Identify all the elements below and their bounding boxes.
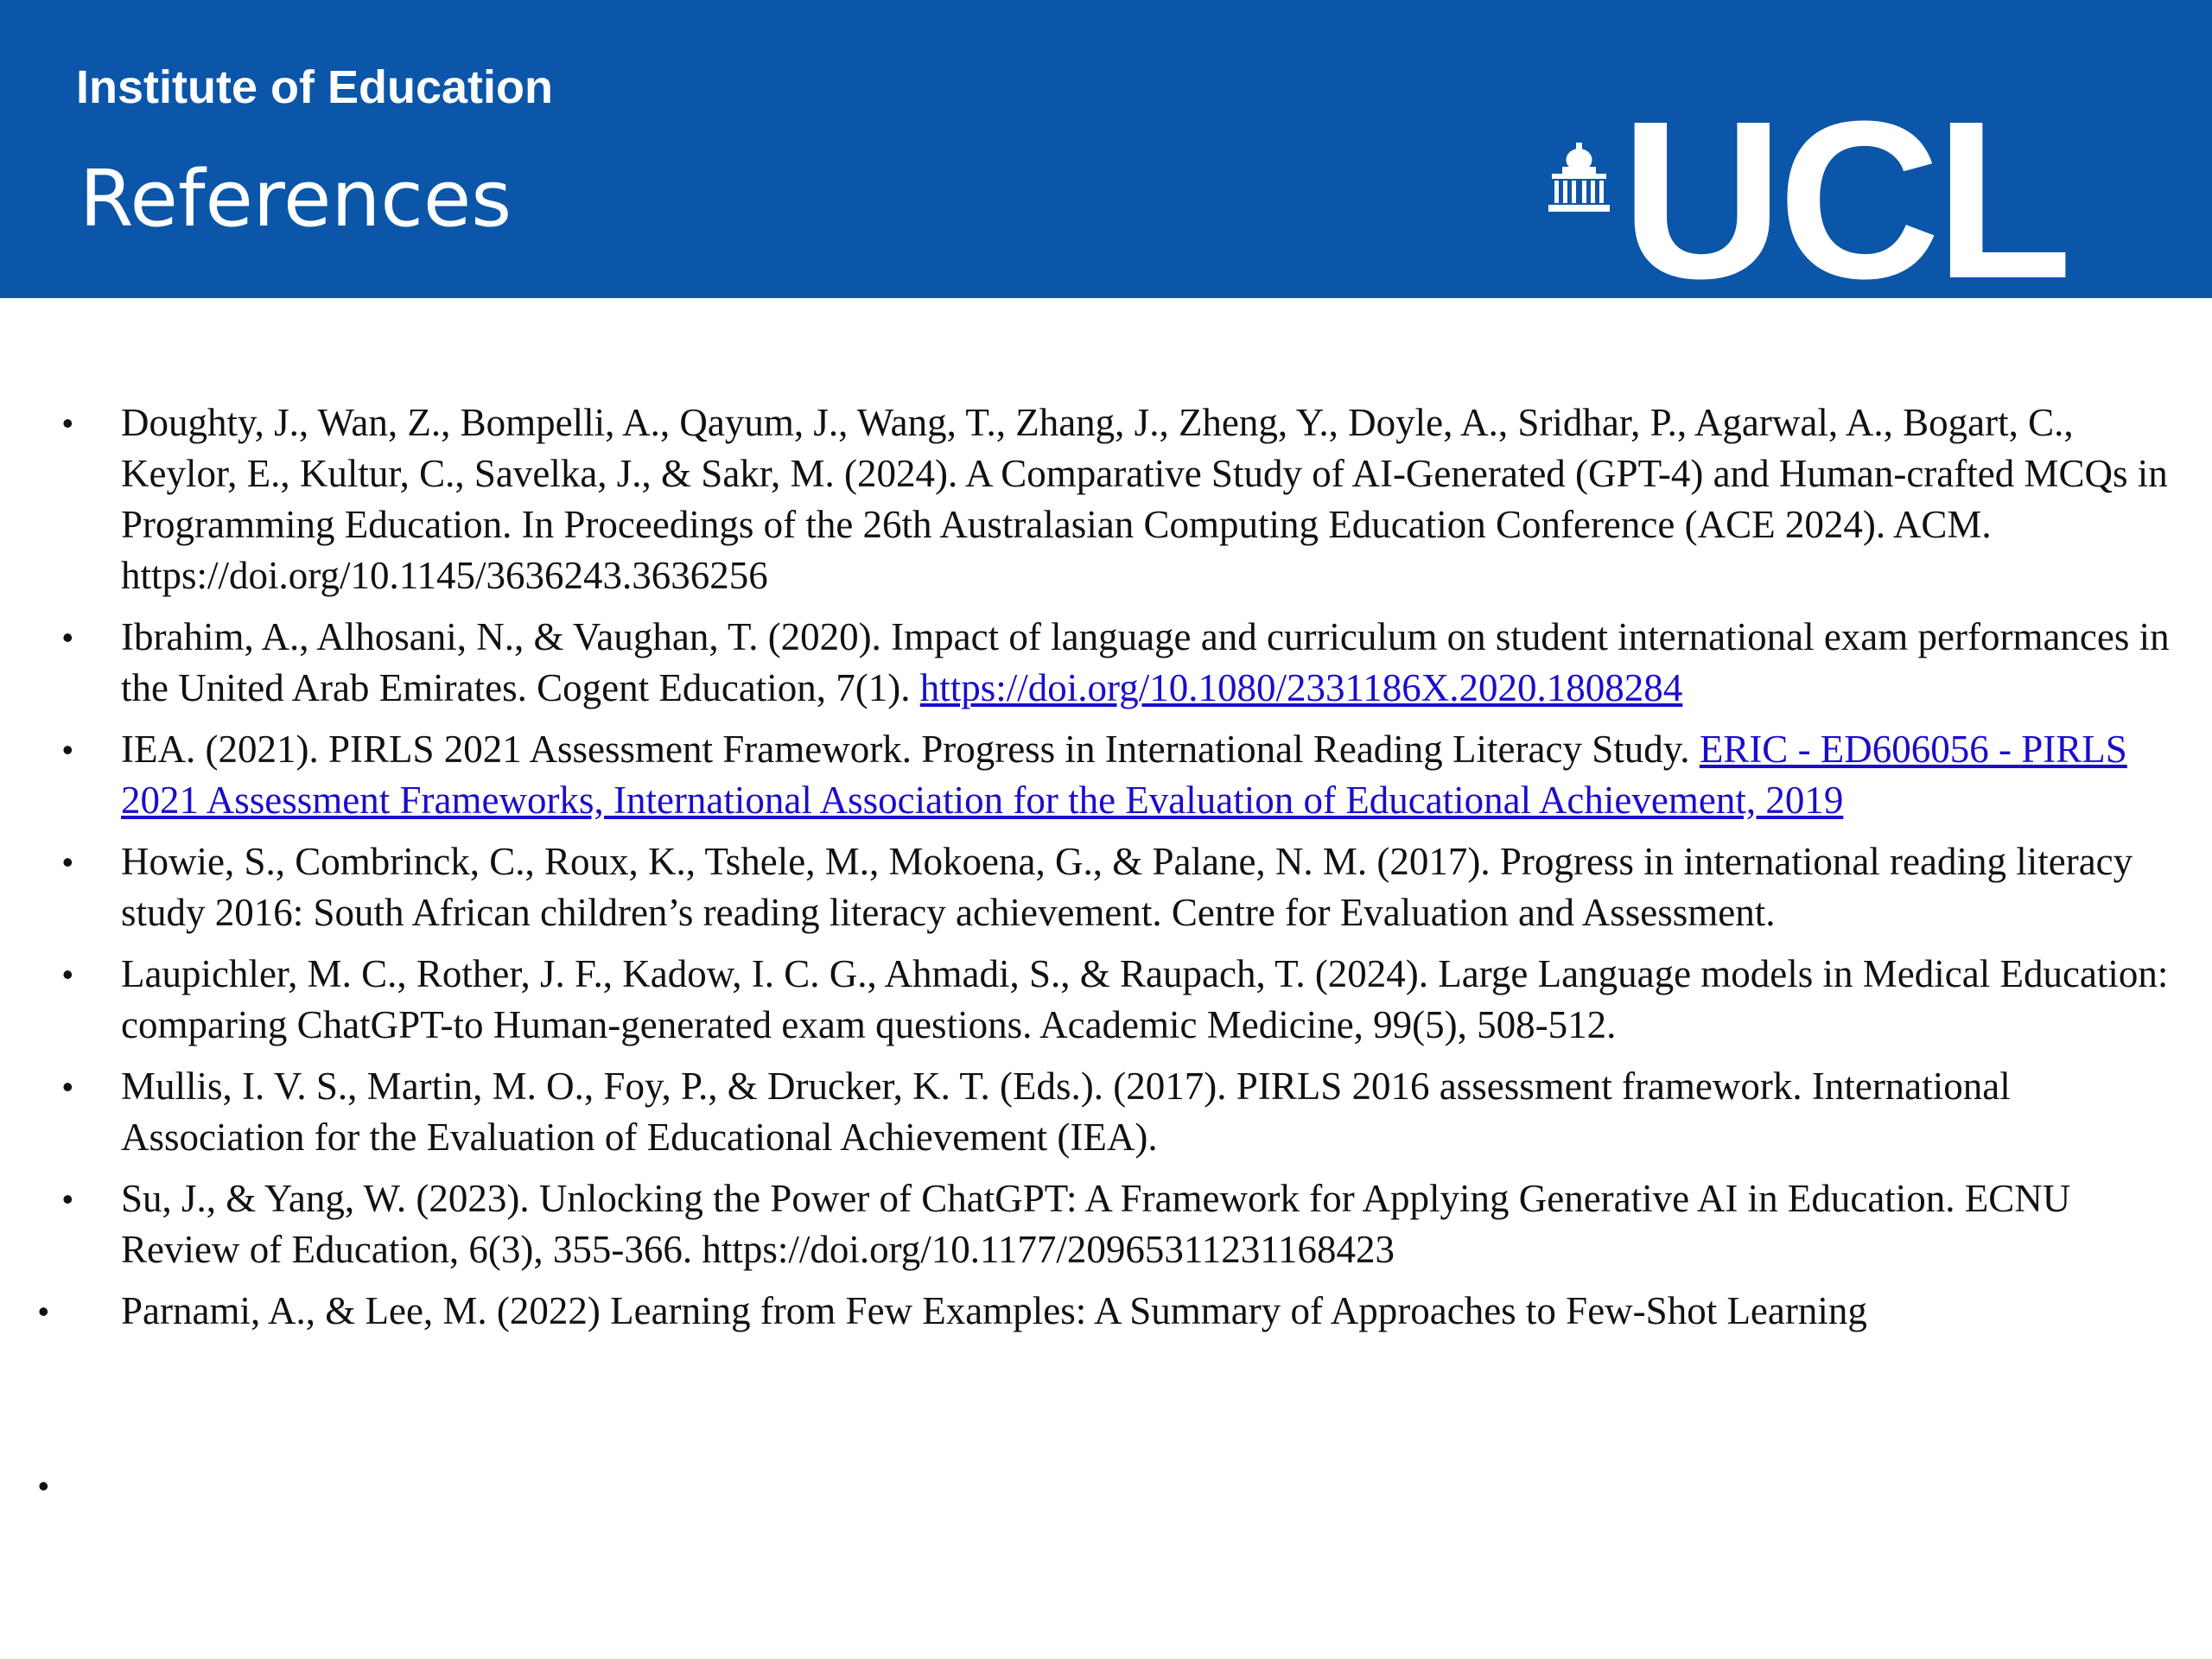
header-banner: [0, 0, 2212, 326]
reference-text: Ibrahim, A., Alhosani, N., & Vaughan, T. (2020). Impact of language and curriculum on student international exam performances in the United Arab Emirates. Cogent Education, 7(1).: [121, 615, 2170, 709]
ucl-logo-text: UCL: [1621, 75, 2068, 326]
bullet: •: [62, 1181, 73, 1217]
reference-item: [0, 724, 2212, 826]
reference-item: [0, 612, 2212, 714]
reference-item: [0, 949, 2212, 1051]
reference-item: [0, 1061, 2212, 1163]
references-list: [0, 397, 2212, 1347]
portico-icon: [1547, 143, 1611, 216]
bullet: •: [62, 405, 73, 441]
reference-text: Mullis, I. V. S., Martin, M. O., Foy, P., & Drucker, K. T. (Eds.). (2017). PIRLS 2016 assessment framework. International Association for the Evaluation of Educational Achievement (IEA).: [121, 1065, 2011, 1159]
reference-item: [0, 1286, 2212, 1337]
org-name: Institute of Education: [76, 61, 553, 113]
reference-text: Howie, S., Combrinck, C., Roux, K., Tshele, M., Mokoena, G., & Palane, N. M. (2017). Progress in international reading literacy study 2016: South African children’s reading literacy achievement. Centre for Evaluation and Assessment.: [121, 840, 2133, 934]
bullet: •: [62, 620, 73, 655]
reference-text: Su, J., & Yang, W. (2023). Unlocking the Power of ChatGPT: A Framework for Applying Generative AI in Education. ECNU Review of Education, 6(3), 355-366. https://doi.org/10.1177/20965311231168423: [121, 1177, 2071, 1271]
reference-item: [0, 397, 2212, 601]
reference-item: [0, 836, 2212, 938]
bullet: •: [62, 844, 73, 880]
reference-link[interactable]: ERIC - ED606056 - PIRLS 2021 Assessment Frameworks, International Association for the Evaluation of Educational Achievement, 2019: [121, 728, 2127, 822]
reference-text: Parnami, A., & Lee, M. (2022) Learning from Few Examples: A Summary of Approaches to Few-Shot Learning: [121, 1289, 1867, 1332]
reference-text: Doughty, J., Wan, Z., Bompelli, A., Qayum, J., Wang, T., Zhang, J., Zheng, Y., Doyle, A., Sridhar, P., Agarwal, A., Bogart, C., Keylor, E., Kultur, C., Savelka, J., & Sakr, M. (2024). A Comparative Study of AI-Generated (GPT-4) and Human-crafted MCQs in Programming Education. In Proceedings of the 26th Australasian Computing Education Conference (ACE 2024). ACM. https://doi.org/10.1145/3636243.3636256: [121, 401, 2168, 597]
page-title: References: [79, 154, 512, 245]
bullet: •: [62, 1069, 73, 1104]
reference-item: [0, 1173, 2212, 1275]
empty-bullet: •: [38, 1468, 49, 1503]
bullet: •: [62, 957, 73, 992]
reference-text: IEA. (2021). PIRLS 2021 Assessment Framework. Progress in International Reading Literacy Study.: [121, 728, 1700, 771]
ucl-logo: [1547, 75, 2134, 326]
reference-text: Laupichler, M. C., Rother, J. F., Kadow, I. C. G., Ahmadi, S., & Raupach, T. (2024). Large Language models in Medical Education: comparing ChatGPT-to Human-generated exam questions. Academic Medicine, 99(5), 508-512.: [121, 952, 2169, 1046]
bullet: •: [38, 1294, 49, 1329]
reference-link[interactable]: https://doi.org/10.1080/2331186X.2020.1808284: [919, 666, 1683, 709]
bullet: •: [62, 732, 73, 767]
